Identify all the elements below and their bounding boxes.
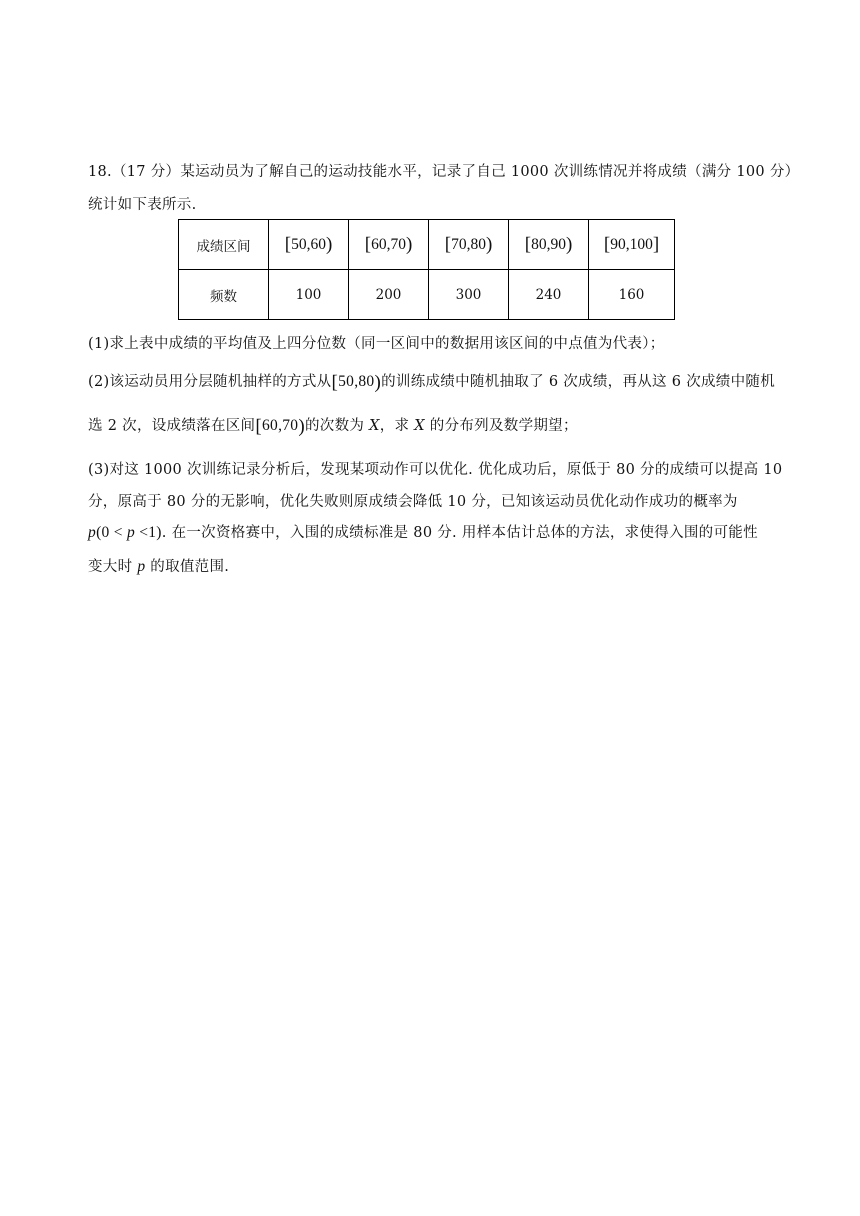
question-3-line-3: p(0 < p <1). 在一次资格赛中，入围的成绩标准是 80 分. 用样本估计总体的方法，求使得入围的可能性 [88, 524, 758, 541]
table-cell-interval: [70,80) [429, 220, 509, 270]
question-3-line-1: (3)对这 1000 次训练记录分析后，发现某项动作可以优化. 优化成功后，原低于 80 分的成绩可以提高 10 [88, 462, 783, 478]
frequency-table [178, 219, 675, 320]
question-2-line-2: 选 2 次，设成绩落在区间[60,70)的次数为 X，求 X 的分布列及数学期望； [88, 416, 578, 437]
table-row-frequencies [179, 270, 675, 320]
table-cell-interval: [90,100] [589, 220, 675, 270]
table-cell-frequency: 160 [589, 270, 675, 320]
table-header-interval: 成绩区间 [179, 220, 269, 270]
question-1: (1)求上表中成绩的平均值及上四分位数（同一区间中的数据用该区间的中点值为代表）； [88, 336, 665, 352]
table-cell-interval: [50,60) [269, 220, 349, 270]
table-cell-interval: [60,70) [349, 220, 429, 270]
table-row-intervals [179, 220, 675, 270]
question-3-line-4: 变大时 p 的取值范围. [88, 558, 230, 575]
table-cell-frequency: 200 [349, 270, 429, 320]
table-cell-frequency: 300 [429, 270, 509, 320]
problem-intro-line: 统计如下表所示. [88, 197, 197, 213]
problem-header-line: 18.（17 分）某运动员为了解自己的运动技能水平，记录了自己 1000 次训练情况并将成绩（满分 100 分） [88, 164, 800, 180]
table-cell-interval: [80,90) [509, 220, 589, 270]
table-cell-frequency: 240 [509, 270, 589, 320]
table-header-frequency: 频数 [179, 270, 269, 320]
question-3-line-2: 分，原高于 80 分的无影响，优化失败则原成绩会降低 10 分，已知该运动员优化动作成功的概率为 [88, 494, 738, 510]
question-2-line-1: (2)该运动员用分层随机抽样的方式从[50,80)的训练成绩中随机抽取了 6 次成绩，再从这 6 次成绩中随机 [88, 372, 775, 393]
table-cell-frequency: 100 [269, 270, 349, 320]
